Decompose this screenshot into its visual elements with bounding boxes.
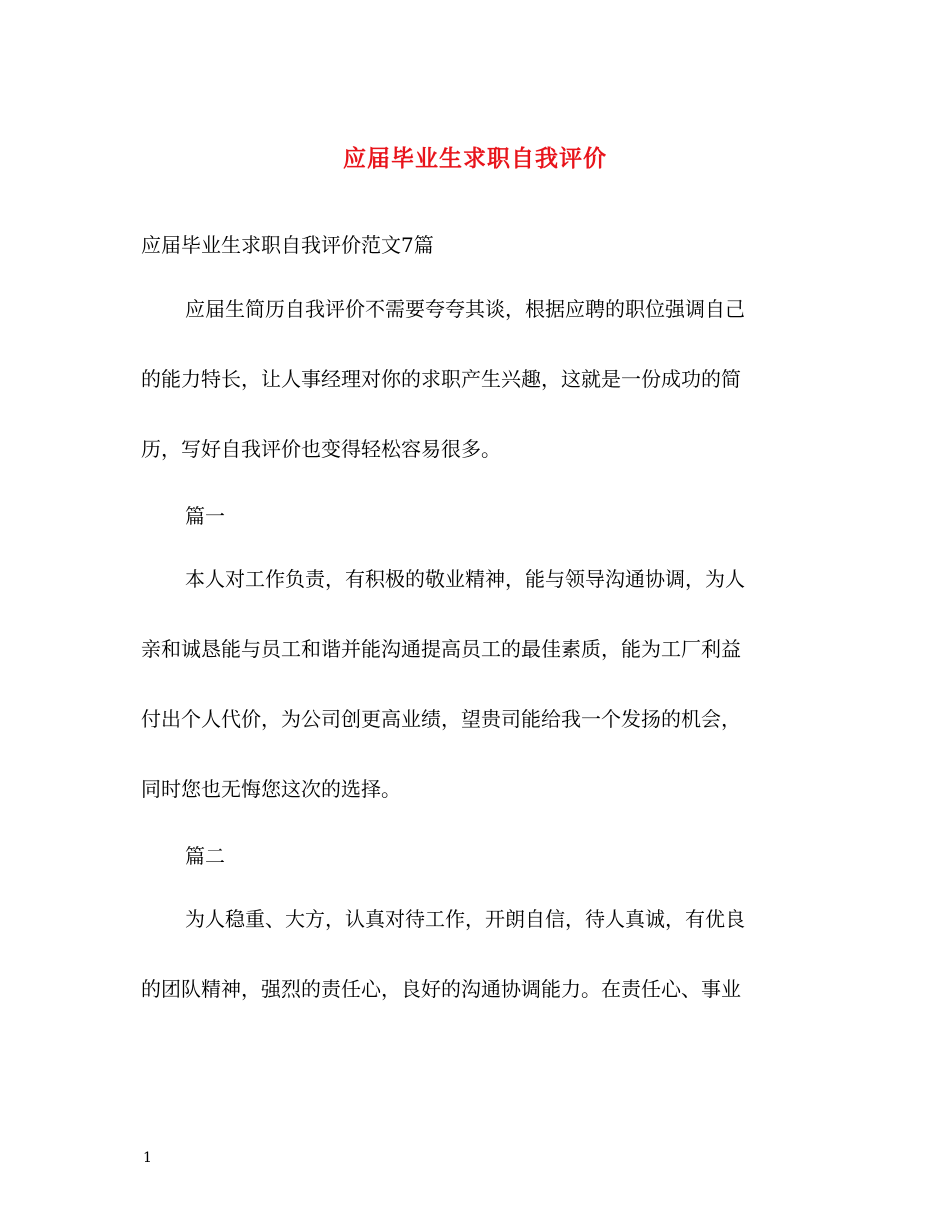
- paragraph-line: 应届生简历自我评价不需要夸夸其谈，根据应聘的职位强调自己: [185, 297, 745, 321]
- paragraph-line: 付出个人代价，为公司创更高业绩，望贵司能给我一个发扬的机会，: [141, 707, 741, 731]
- paragraph-line: 同时您也无悔您这次的选择。: [141, 777, 401, 801]
- page-number: 1: [143, 1150, 152, 1166]
- page-title: 应届毕业生求职自我评价: [343, 145, 607, 172]
- paragraph-line: 的团队精神，强烈的责任心，良好的沟通协调能力。在责任心、事业: [141, 977, 741, 1001]
- section-heading: 篇一: [185, 504, 225, 528]
- paragraph-line: 的能力特长，让人事经理对你的求职产生兴趣，这就是一份成功的简: [141, 367, 741, 391]
- document-subtitle: 应届毕业生求职自我评价范文7篇: [141, 233, 434, 257]
- paragraph-line: 历，写好自我评价也变得轻松容易很多。: [141, 437, 501, 461]
- paragraph-line: 为人稳重、大方，认真对待工作，开朗自信，待人真诚，有优良: [185, 907, 745, 931]
- section-heading: 篇二: [185, 844, 225, 868]
- paragraph-line: 本人对工作负责，有积极的敬业精神，能与领导沟通协调，为人: [185, 567, 745, 591]
- paragraph-line: 亲和诚恳能与员工和谐并能沟通提高员工的最佳素质，能为工厂利益: [141, 637, 741, 661]
